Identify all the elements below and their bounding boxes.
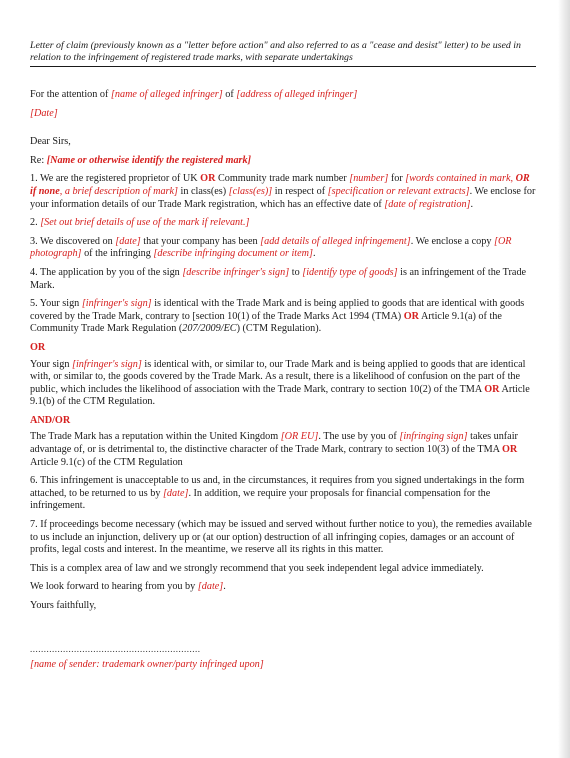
re-line [30, 155, 536, 168]
text: 3. We discovered on [30, 235, 116, 247]
page-edge-shadow [558, 0, 570, 758]
text: in class(es) [178, 185, 229, 197]
or-keyword: OR if none [30, 173, 530, 197]
sender-line [30, 659, 536, 672]
text: . We enclose a copy [410, 235, 494, 247]
paragraph-7-proceedings: 7. If proceedings become necessary (which may be issued and served without further notice to you), the remedies available to us include an injunction, delivery up or (at our option) destruction of all infringing copies, damages or an account of profits, legal costs and interest. In the meantime, we reserve all its rights in this matter. [30, 519, 532, 556]
placeholder: [infringer's sign] [81, 298, 152, 310]
text: 4. The application by you of the sign [30, 266, 183, 278]
document-intro: Letter of claim (previously known as a "letter before action" and also referred to as a "cease and desist" letter) to be used in relation to the infringement of registered trade marks, with separate undertakings [30, 40, 536, 67]
paragraph-legal-advice: This is a complex area of law and we strongly recommend that you seek independent legal advice immediately. [30, 562, 484, 574]
text: Article 9.1(c) of the CTM Regulation [30, 456, 183, 468]
signature-line: .............................................................. [30, 643, 201, 654]
and-or-heading: AND/OR [30, 414, 71, 426]
placeholder: [describe infringer's sign] [182, 266, 290, 278]
text: is identical with the Trade Mark and is being applied to goods that are identical with goods covered by the Trade Mark, contrary to [section 10(1) of the Trade Marks Act 1994 (TMA) [30, 298, 525, 322]
placeholder: [identify type of goods] [302, 266, 398, 278]
placeholder: [add details of alleged infringement] [260, 235, 411, 247]
placeholder-registered-mark: [Name or otherwise identify the registered mark] [46, 154, 252, 166]
placeholder: [infringing sign] [399, 431, 468, 443]
text: to [289, 266, 303, 278]
regulation-number: 207/2009/EC [182, 323, 237, 335]
placeholder: [words contained in mark, [405, 173, 516, 185]
placeholder: [specification or relevant extracts] [327, 185, 470, 197]
paragraph-7 [30, 431, 536, 469]
paragraph-5 [30, 298, 536, 336]
re-label: Re: [30, 154, 47, 166]
placeholder: [date] [197, 581, 224, 593]
text: . The use by you of [318, 431, 400, 443]
text: in respect of [272, 185, 328, 197]
placeholder-date: [Date] [30, 107, 58, 119]
text: 2. [30, 217, 41, 229]
placeholder-infringer-name: [name of alleged infringer] [110, 89, 223, 100]
text: Community trade mark number [215, 173, 350, 185]
text: of the infringing [81, 248, 154, 260]
placeholder: [OR photograph] [30, 235, 512, 260]
text: . [312, 248, 316, 260]
text: Your sign [30, 358, 72, 370]
placeholder: [OR EU] [280, 431, 319, 443]
paragraph-1 [30, 173, 536, 211]
text: . We enclose for your information details of our Trade Mark registration, which has an effective date of [30, 185, 536, 210]
or-keyword: OR [484, 383, 500, 395]
text: Article 9.1(a) of the Community Trade Mark Regulation ( [30, 310, 502, 335]
text: 1. We are the registered proprietor of UK [30, 173, 201, 185]
text: is identical with, or similar to, our Trade Mark and is being applied to goods that are identical with, or similar to, the goods covered by the Trade Mark. As a result, there is a likelihood of confusion on the part of the public, which includes the likelihood of association with the Trade Mark, contrary to section 10(2) of the TMA [30, 358, 526, 395]
placeholder-sender: [name of sender: trademark owner/party infringed upon] [30, 659, 264, 671]
paragraph-6 [30, 359, 536, 409]
placeholder: [date of registration] [384, 198, 471, 210]
text: . [470, 198, 474, 210]
placeholder: , a brief description of mark] [59, 185, 178, 197]
attention-text: For the attention of [30, 89, 111, 100]
text: We look forward to hearing from you by [30, 581, 198, 593]
text: ) (CTM Regulation). [236, 323, 322, 335]
placeholder-infringer-address: [address of alleged infringer] [236, 89, 358, 100]
placeholder: [date] [115, 235, 141, 247]
text: that your company has been [140, 235, 261, 247]
paragraph-2 [30, 217, 536, 230]
text: Article 9.1(b) of the CTM Regulation. [30, 383, 530, 408]
placeholder: [Set out brief details of use of the mark if relevant.] [40, 217, 250, 229]
text: 6. This infringement is unacceptable to us and, in the circumstances, it requires from you signed undertakings in the form attached, to be returned to us by [30, 475, 525, 499]
attention-line [30, 89, 536, 102]
letter-body [30, 40, 536, 678]
closing: Yours faithfully, [30, 600, 97, 611]
or-keyword: OR [200, 173, 216, 185]
or-keyword: OR [501, 444, 518, 456]
date-line [30, 108, 536, 121]
placeholder: [describe infringing document or item] [153, 248, 313, 260]
text: . In addition, we require your proposals for financial compensation for the infringement. [30, 487, 491, 512]
paragraph-4 [30, 267, 536, 292]
paragraph-look-forward [30, 581, 536, 594]
or-heading: OR [30, 341, 46, 353]
placeholder: [number] [349, 173, 389, 185]
placeholder: [date] [162, 487, 189, 499]
placeholder: [infringer's sign] [72, 358, 142, 370]
text: The Trade Mark has a reputation within the United Kingdom [30, 431, 281, 443]
text: takes unfair advantage of, or is detrimental to, the distinctive character of the Trade Mark, contrary to section 10(3) of the TMA [30, 431, 518, 456]
text: 5. Your sign [30, 298, 82, 310]
text: for [388, 173, 406, 185]
or-keyword: OR [403, 310, 420, 322]
text: . [223, 581, 226, 593]
paragraph-3 [30, 236, 536, 261]
text: is an infringement of the Trade Mark. [30, 266, 527, 291]
attention-text: of [222, 89, 237, 100]
paragraph-6-undertakings [30, 475, 536, 513]
salutation: Dear Sirs, [30, 136, 71, 148]
placeholder: [class(es)] [228, 185, 273, 197]
